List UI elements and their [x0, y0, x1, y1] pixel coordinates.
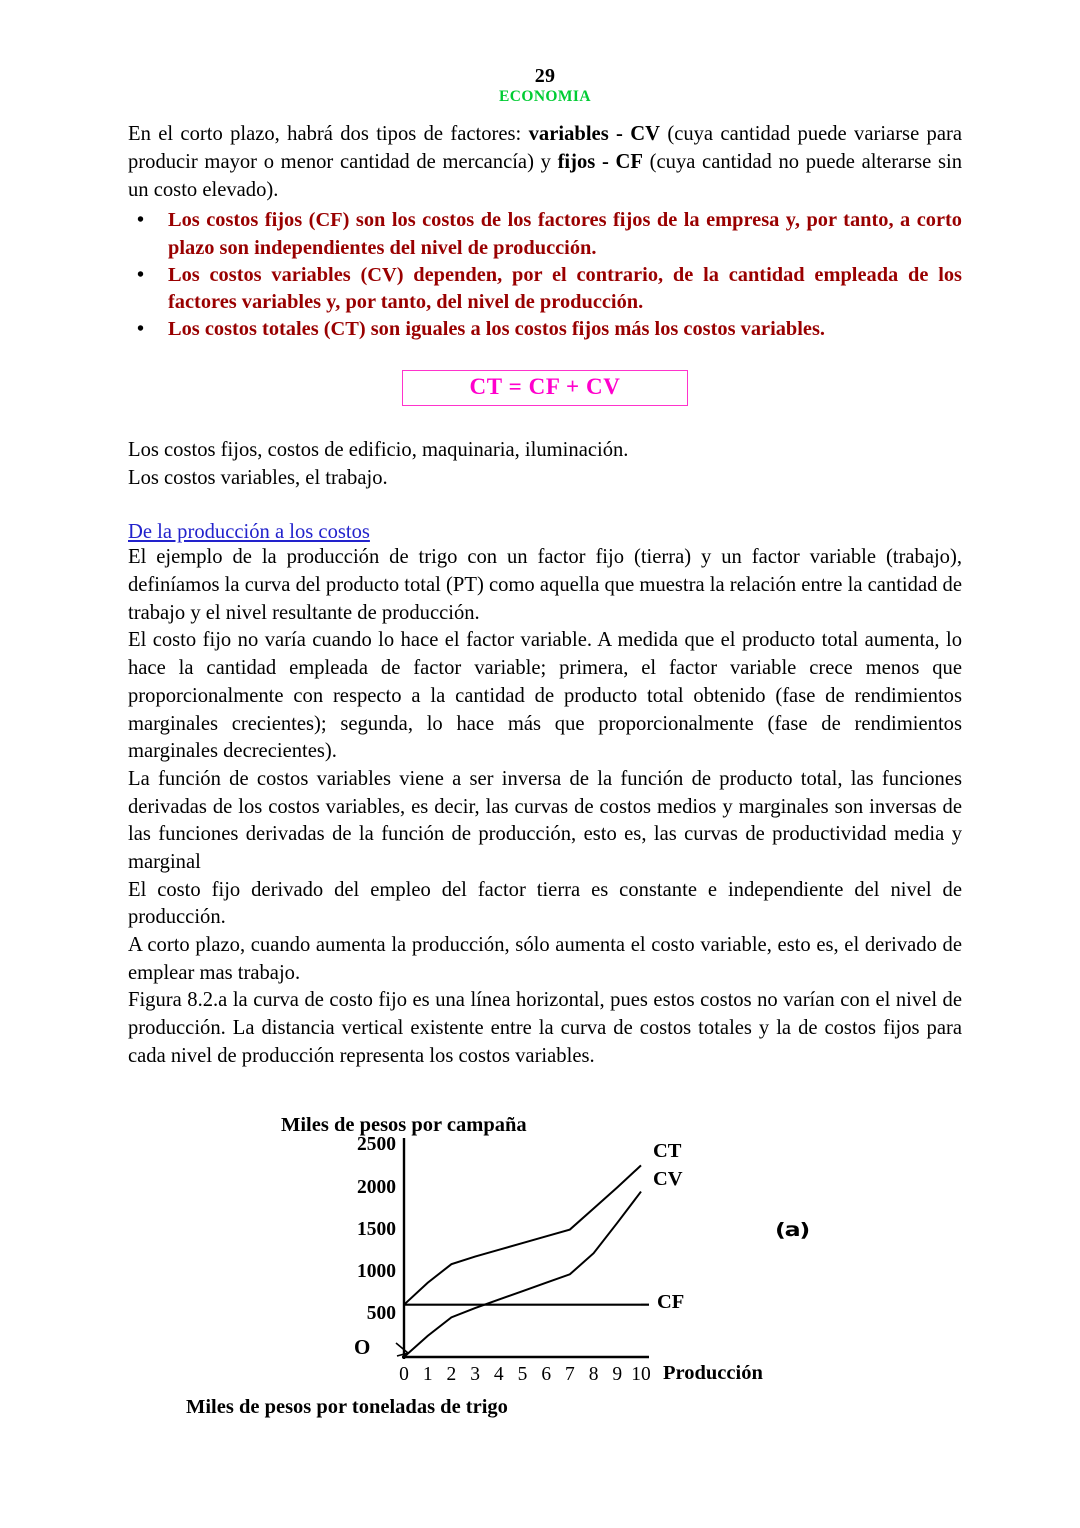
header-subtitle: ECONOMIA	[499, 87, 591, 105]
figure-caption: Miles de pesos por toneladas de trigo	[186, 1396, 508, 1419]
bullet-icon: •	[137, 209, 145, 232]
example-line-variable: Los costos variables, el trabajo.	[128, 466, 388, 489]
curve-label-CF: CF	[657, 1291, 685, 1314]
chart-curves	[404, 1166, 649, 1358]
y-tick-label: 1500	[357, 1218, 396, 1240]
figure-title: Miles de pesos por campaña	[281, 1114, 527, 1137]
section-body	[128, 544, 962, 1070]
y-tick-label: 1000	[357, 1261, 396, 1283]
y-tick-label: 500	[366, 1303, 396, 1325]
list-item-text: Los costos totales (CT) son iguales a los costos fijos más los costos variables.	[168, 317, 826, 340]
paragraph: El ejemplo de la producción de trigo con un factor fijo (tierra) y un factor variable (trabajo), definíamos la curva del producto total (PT) como aquella que muestra la relación entre la cantidad de trabajo y el nivel resultante de producción.	[128, 546, 962, 624]
paragraph: Figura 8.2.a la curva de costo fijo es una línea horizontal, pues estos costos no varían con el nivel de producción. La distancia vertical existente entre la curva de costos totales y la de costos fijos para cada nivel de producción representa los costos variables.	[128, 989, 962, 1067]
list-item	[128, 262, 962, 316]
list-item-text: Los costos fijos (CF) son los costos de los factores fijos de la empresa y, por tanto, a corto plazo son independientes del nivel de producción.	[168, 209, 962, 259]
section-heading-link[interactable]: De la producción a los costos	[128, 521, 370, 544]
intro-bold-2: fijos - CF	[557, 151, 643, 174]
y-tick-label: 2000	[357, 1176, 396, 1198]
intro-text-2: (cuya cantidad puede variarse para producir mayor o menor cantidad de mercancía) y	[128, 123, 962, 174]
chart-plot-area	[0, 1108, 1080, 1438]
origin-label: O	[354, 1335, 371, 1360]
bullet-icon: •	[137, 263, 145, 286]
list-item	[128, 207, 962, 261]
intro-text-1: En el corto plazo, habrá dos tipos de factores:	[128, 123, 529, 146]
paragraph: El costo fijo no varía cuando lo hace el factor variable. A medida que el producto total aumenta, lo hace la cantidad empleada de factor variable; primera, el factor variable crece menos que proporcionalmente con respecto a la cantidad de producto total obtenido (fase de rendimientos marginales crecientes); segunda, lo hace más que proporcionalmente (fase de rendimientos marginales decrecientes).	[128, 629, 962, 763]
x-tick-label: 5	[517, 1364, 528, 1386]
x-tick-label: 1	[422, 1364, 433, 1386]
x-tick-label: 2	[446, 1364, 457, 1386]
x-tick-label: 10	[631, 1364, 651, 1386]
x-tick-label: 6	[541, 1364, 552, 1386]
curve-CT	[404, 1166, 641, 1305]
x-tick-label: 3	[470, 1364, 480, 1386]
formula-container	[128, 370, 962, 406]
paragraph: La función de costos variables viene a ser inversa de la función de producto total, las funciones derivadas de los costos variables, es decir, las curvas de costos medios y marginales son inversas de las funciones derivadas de la función de producción, esto es, las curvas de productividad media y marginal	[128, 767, 962, 873]
cost-definitions-list	[128, 207, 962, 343]
paragraph: El costo fijo derivado del empleo del factor tierra es constante e independiente del nivel de producción.	[128, 878, 962, 929]
list-item	[128, 316, 962, 343]
page-number: 29	[534, 65, 556, 87]
intro-block	[128, 121, 962, 204]
cost-curves-figure	[0, 1108, 1080, 1438]
panel-label: (a)	[775, 1219, 810, 1242]
x-tick-label: 0	[399, 1364, 409, 1386]
fixed-variable-examples	[128, 437, 962, 492]
intro-bold-1: variables - CV	[528, 123, 660, 146]
x-tick-label: 9	[612, 1364, 623, 1386]
formula-box: CT = CF + CV	[402, 370, 688, 406]
example-line-fixed: Los costos fijos, costos de edificio, maquinaria, iluminación.	[128, 439, 629, 462]
y-tick-label: 2500	[357, 1134, 396, 1156]
x-tick-label: 7	[565, 1364, 575, 1386]
list-item-text: Los costos variables (CV) dependen, por el contrario, de la cantidad empleada de los factores variables y, por tanto, del nivel de producción.	[168, 263, 962, 313]
x-axis-label: Producción	[663, 1362, 763, 1385]
document-header	[128, 0, 962, 105]
curve-label-CT: CT	[653, 1139, 682, 1162]
paragraph: A corto plazo, cuando aumenta la producción, sólo aumenta el costo variable, esto es, el derivado de emplear mas trabajo.	[128, 934, 962, 984]
intro-text-3: (cuya cantidad no puede alterarse sin un costo elevado).	[128, 151, 963, 201]
chart-axes	[396, 1138, 649, 1359]
curve-label-CV: CV	[653, 1168, 683, 1191]
x-tick-label: 4	[493, 1364, 504, 1386]
bullet-icon: •	[137, 317, 145, 340]
intro-paragraph	[128, 121, 962, 204]
x-tick-label: 8	[588, 1364, 599, 1386]
